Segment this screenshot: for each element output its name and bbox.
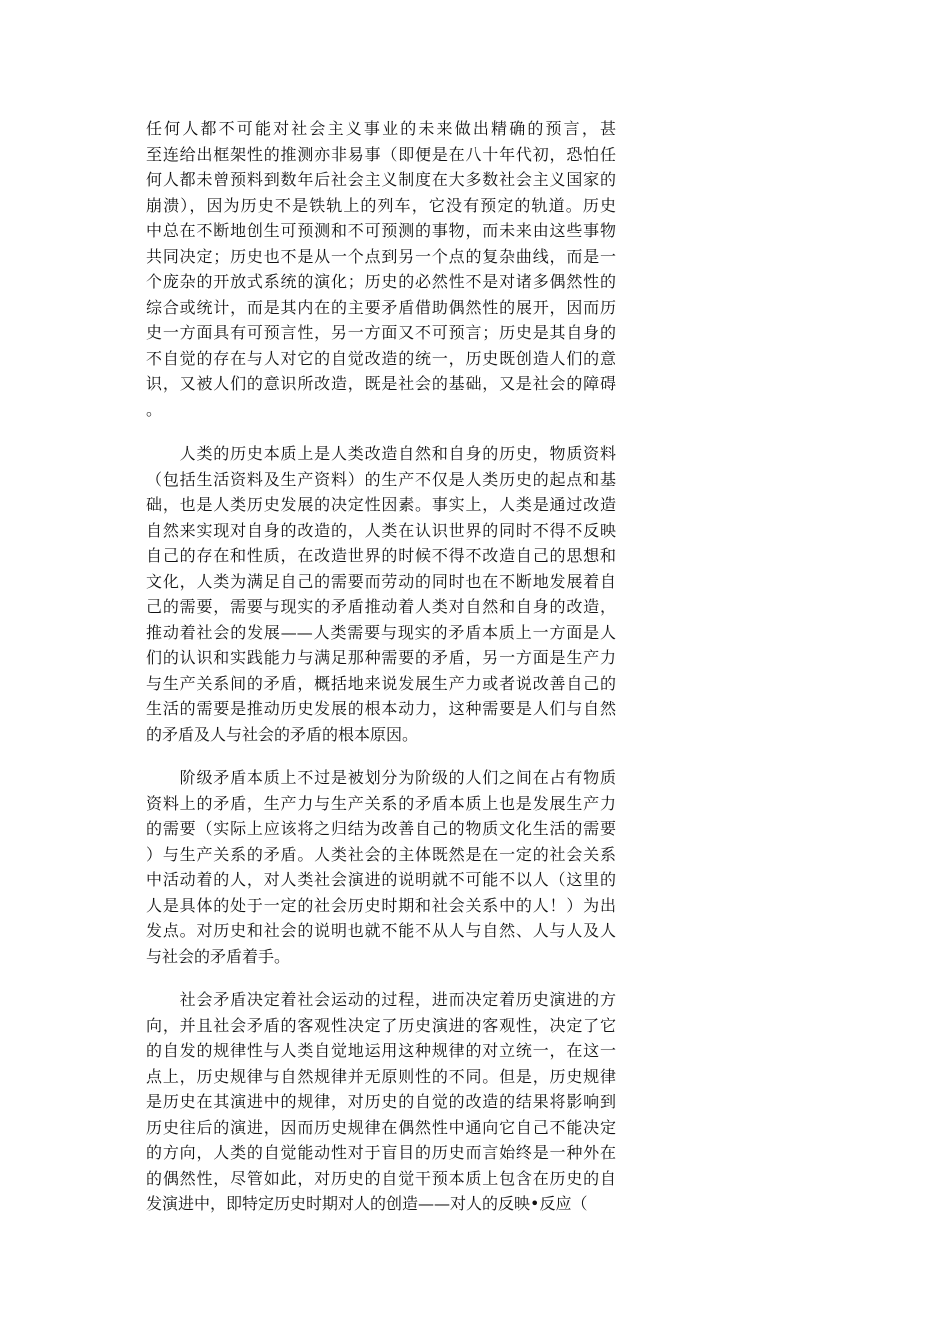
text-line: ）与生产关系的矛盾。人类社会的主体既然是在一定的社会关系 xyxy=(146,844,616,864)
text-line: 自然来实现对自身的改造的，人类在认识世界的同时不得不反映 xyxy=(146,520,616,540)
text-line: 识，又被人们的意识所改造，既是社会的基础，又是社会的障碍 xyxy=(146,374,616,393)
text-line: 础，也是人类历史发展的决定性因素。事实上，人类是通过改造 xyxy=(146,495,616,514)
text-line: 不自觉的存在与人对它的自觉改造的统一，历史既创造人们的意 xyxy=(146,348,616,368)
text-line: 是历史在其演进中的规律，对历史的自觉的改造的结果将影响到 xyxy=(146,1092,616,1111)
text-line: 的自发的规律性与人类自觉地运用这种规律的对立统一，在这一 xyxy=(146,1041,616,1060)
text-line: 生活的需要是推动历史发展的根本动力，这种需要是人们与自然 xyxy=(146,699,616,718)
text-line: 文化，人类为满足自己的需要而劳动的同时也在不断地发展着自 xyxy=(146,571,616,591)
text-line: 史一方面具有可预言性，另一方面又不可预言；历史是其自身的 xyxy=(146,323,616,342)
text-line: 的方向，人类的自觉能动性对于盲目的历史而言始终是一种外在 xyxy=(146,1143,616,1162)
text-line: 的需要（实际上应该将之归结为改善自己的物质文化生活的需要 xyxy=(146,819,616,838)
text-line: 与生产关系间的矛盾，概括地来说发展生产力或者说改善自己的 xyxy=(146,673,616,693)
text-line: 人是具体的处于一定的社会历史时期和社会关系中的人！）为出 xyxy=(146,895,616,915)
paragraph-2 xyxy=(146,441,616,747)
text-line: 阶级矛盾本质上不过是被划分为阶级的人们之间在占有物质 xyxy=(146,768,616,787)
text-line: 与社会的矛盾着手。 xyxy=(146,946,291,966)
text-line: 至连给出框架性的推测亦非易事（即便是在八十年代初，恐怕任 xyxy=(146,144,616,164)
text-line: 崩溃），因为历史不是铁轨上的列车，它没有预定的轨道。历史 xyxy=(146,195,616,215)
text-line: 向，并且社会矛盾的客观性决定了历史演进的客观性，决定了它 xyxy=(146,1015,616,1035)
text-line: 。 xyxy=(146,399,163,419)
text-line: 综合或统计，而是其内在的主要矛盾借助偶然性的展开，因而历 xyxy=(146,297,616,317)
paragraph-1 xyxy=(146,116,616,422)
text-line: 发演进中，即特定历史时期对人的创造——对人的反映•反应（ xyxy=(146,1194,588,1213)
text-line: 发点。对历史和社会的说明也就不能不从人与自然、人与人及人 xyxy=(146,921,616,940)
text-line: 中活动着的人，对人类社会演进的说明就不可能不以人（这里的 xyxy=(146,870,616,889)
text-line: 人类的历史本质上是人类改造自然和自身的历史，物质资料 xyxy=(146,444,616,463)
paragraph-4 xyxy=(146,987,616,1217)
text-line: 中总在不断地创生可预测和不可预测的事物，而未来由这些事物 xyxy=(146,221,616,240)
text-line: 的矛盾及人与社会的矛盾的根本原因。 xyxy=(146,724,419,744)
text-line: 们的认识和实践能力与满足那种需要的矛盾，另一方面是生产力 xyxy=(146,648,616,667)
text-line: 个庞杂的开放式系统的演化；历史的必然性不是对诸多偶然性的 xyxy=(146,272,616,291)
text-line: 资料上的矛盾，生产力与生产关系的矛盾本质上也是发展生产力 xyxy=(146,793,616,813)
text-line: 自己的存在和性质，在改造世界的时候不得不改造自己的思想和 xyxy=(146,546,616,565)
text-line: 历史往后的演进，因而历史规律在偶然性中通向它自己不能决定 xyxy=(146,1117,616,1137)
paragraph-3 xyxy=(146,765,616,969)
text-line: 共同决定；历史也不是从一个点到另一个点的复杂曲线，而是一 xyxy=(146,246,616,266)
text-line: （包括生活资料及生产资料）的生产不仅是人类历史的起点和基 xyxy=(146,469,616,489)
text-line: 推动着社会的发展——人类需要与现实的矛盾本质上一方面是人 xyxy=(146,622,616,642)
text-line: 点上，历史规律与自然规律并无原则性的不同。但是，历史规律 xyxy=(146,1066,616,1086)
text-line: 社会矛盾决定着社会运动的过程，进而决定着历史演进的方 xyxy=(146,990,616,1009)
text-line: 己的需要，需要与现实的矛盾推动着人类对自然和自身的改造， xyxy=(146,597,616,616)
text-line: 任何人都不可能对社会主义事业的未来做出精确的预言，甚 xyxy=(146,119,616,138)
text-line: 的偶然性，尽管如此，对历史的自觉干预本质上包含在历史的自 xyxy=(146,1168,616,1188)
text-line: 何人都未曾预料到数年后社会主义制度在大多数社会主义国家的 xyxy=(146,170,616,189)
